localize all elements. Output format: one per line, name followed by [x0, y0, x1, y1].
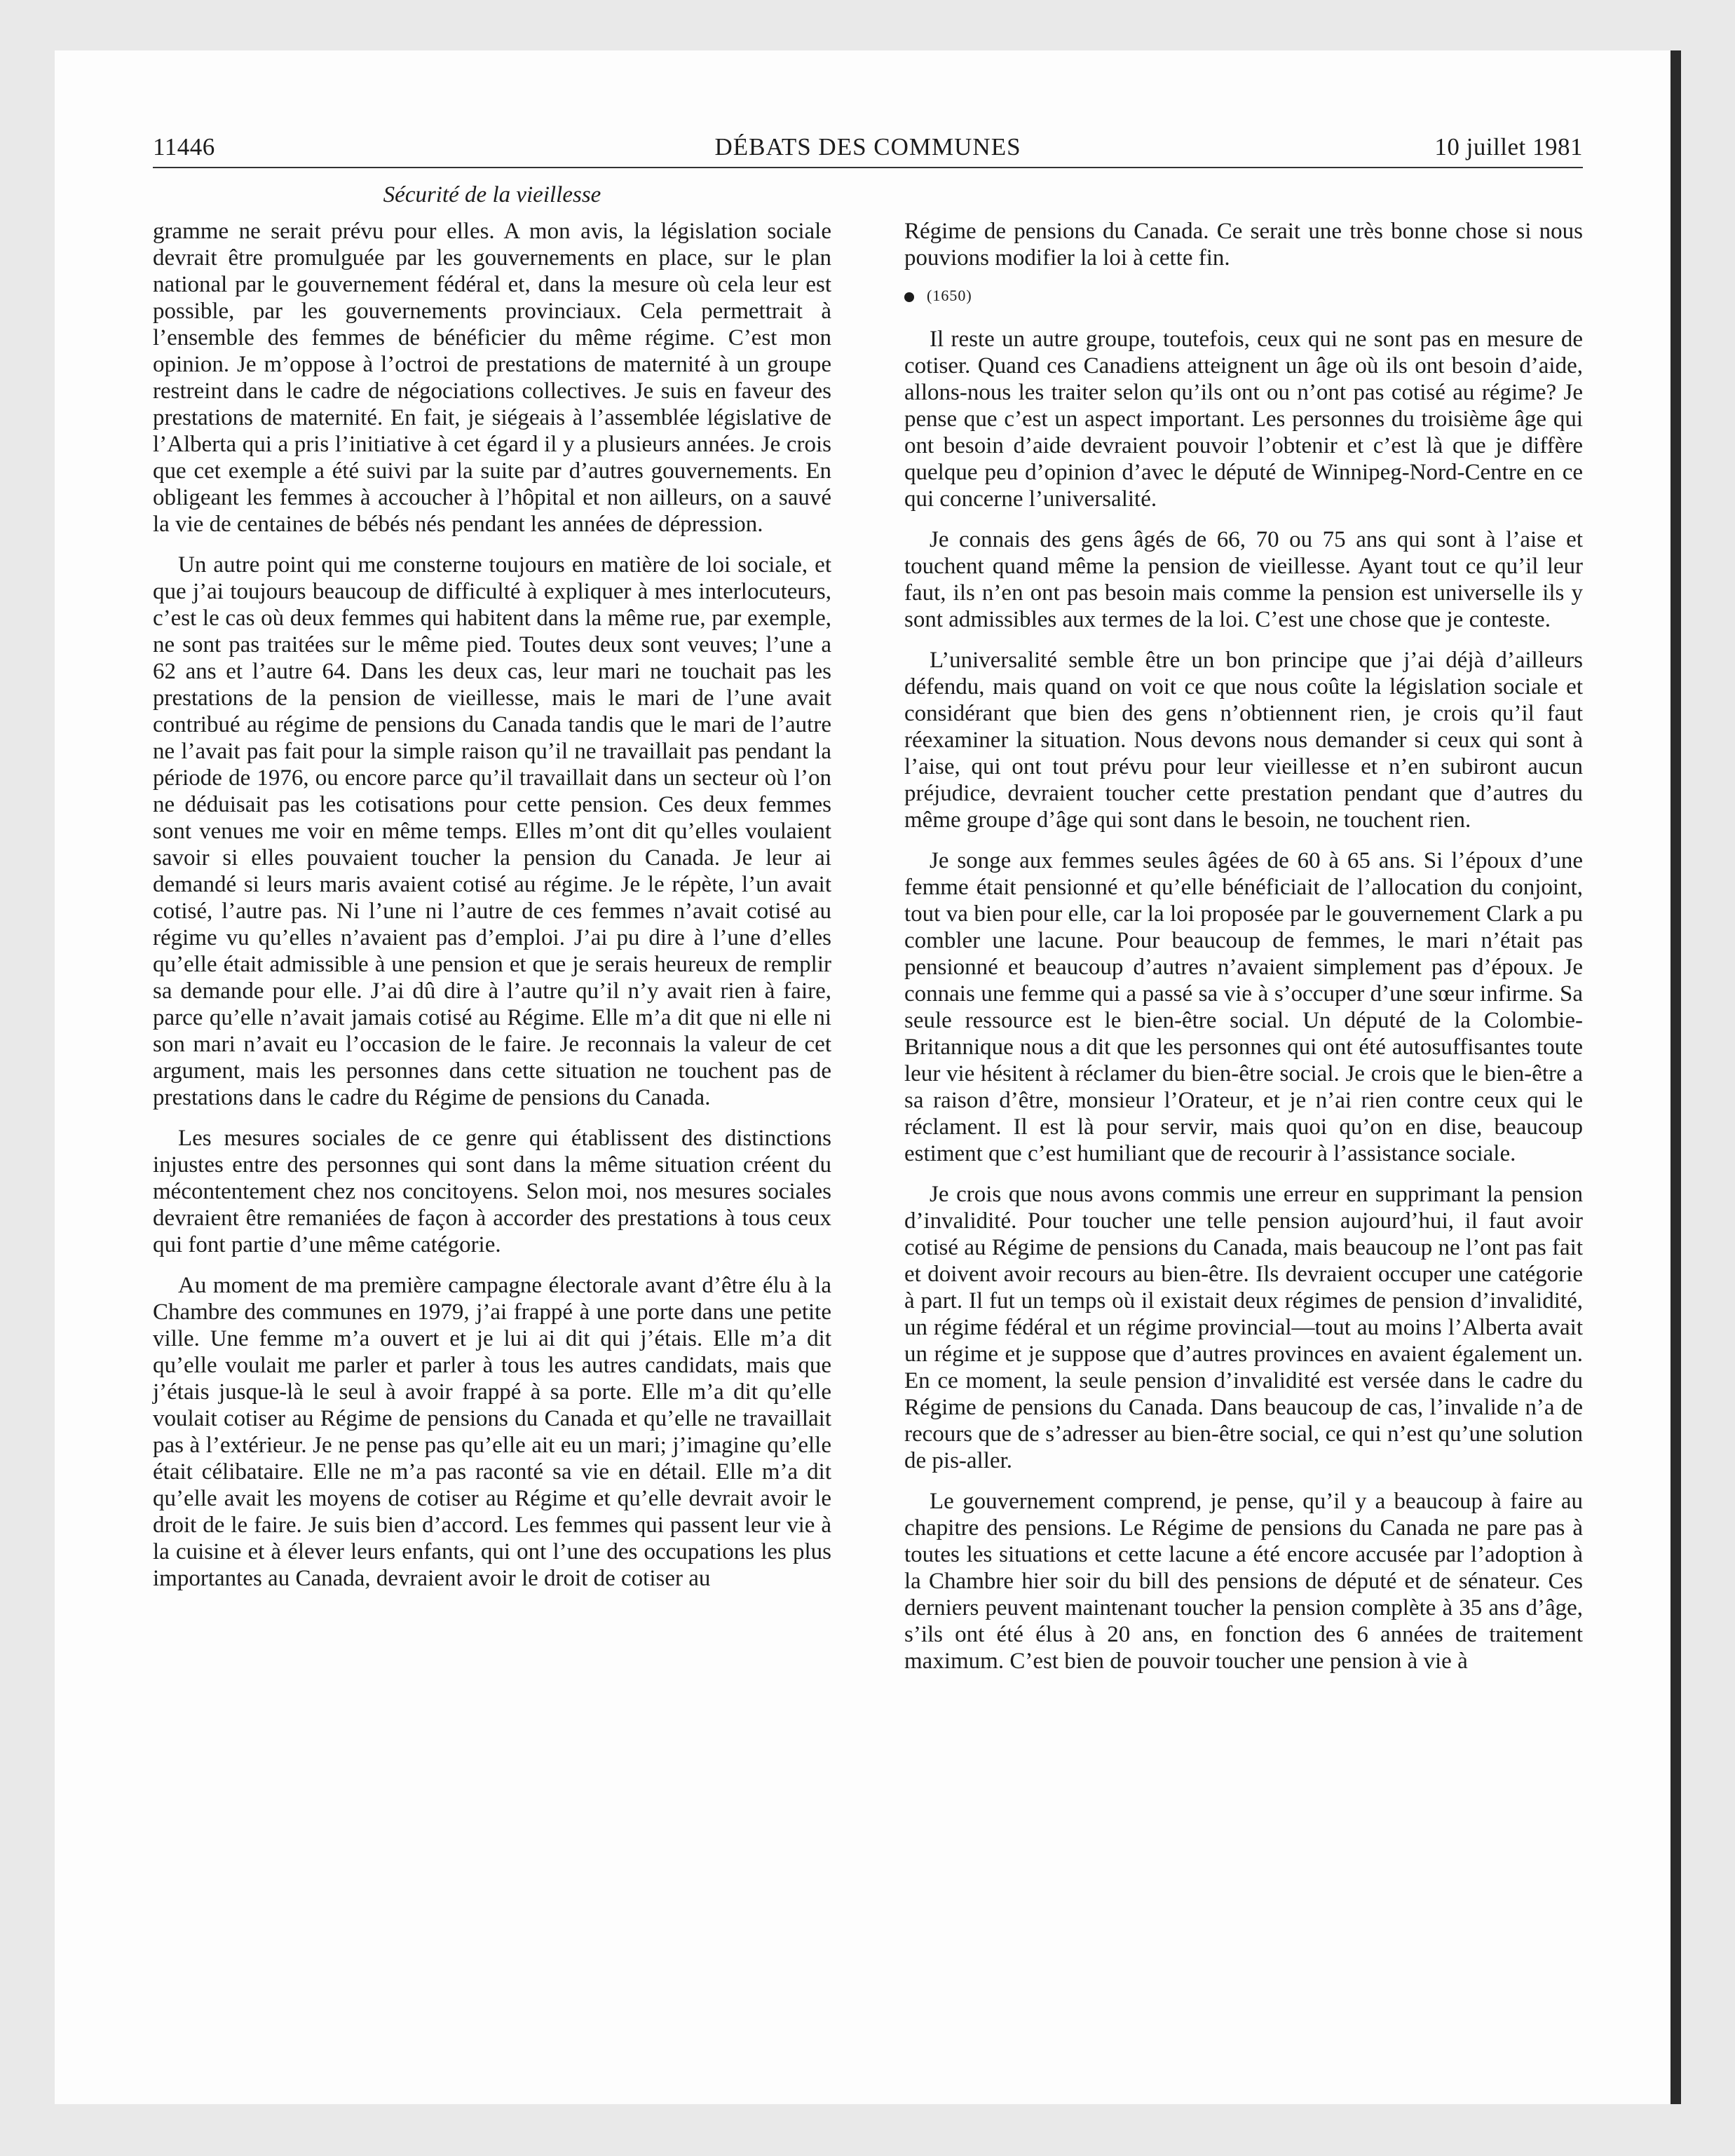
paragraph: L’universalité semble être un bon principe que j’ai déjà d’ailleurs défendu, mais quand on voit ce que nous coûte la législation sociale et considérant que bien des gens n’obtiennent rien, je crois qu’il faut réexaminer la situation. Nous devons nous demander si ceux qui sont à l’aise, qui ont tout prévu pour leur vieillesse et n’en subiront aucun préjudice, devraient toucher cette prestation pendant que d’autres du même groupe d’âge qui sont dans le besoin, ne touchent rien.: [904, 648, 1583, 833]
page-date: 10 juillet 1981: [1434, 133, 1583, 161]
paragraph: Je songe aux femmes seules âgées de 60 à 65 ans. Si l’époux d’une femme était pensionné et qu’elle bénéficiait de l’allocation du conjoint, tout va bien pour elle, car la loi proposée par le gouvernement Clark a pu combler une lacune. Pour beaucoup de femmes, le mari n’était pas pensionné et beaucoup d’autres n’avaient simplement pas d’époux. Je connais une femme qui a passé sa vie à s’occuper d’une sœur infirme. Sa seule ressource est le bien-être social. Un député de la Colombie-Britannique nous a dit que les personnes qui ont été autosuffisantes toute leur vie hésitent à réclamer du bien-être social. Je crois que le bien-être a sa raison d’être, monsieur l’Orateur, et je n’ai rien contre ceux qui le réclament. Il est là pour servir, mais quoi qu’on en dise, beaucoup estiment que c’est humiliant que de recourir à l’assistance sociale.: [904, 848, 1583, 1166]
paragraph: gramme ne serait prévu pour elles. A mon avis, la législation sociale devrait être promulguée par les gouvernements en place, sur le plan national par le gouvernement fédéral et, dans la mesure où cela leur est possible, par les gouvernements provinciaux. Cela permettrait à l’ensemble des femmes de bénéficier du même régime. C’est mon opinion. Je m’oppose à l’octroi de prestations de maternité à un groupe restreint dans le cadre de négociations collectives. Je suis en faveur des prestations de maternité. En fait, je siégeais à l’assemblée législative de l’Alberta qui a pris l’initiative à cet égard il y a plusieurs années. Je crois que cet exemple a été suivi par la suite par d’autres gouvernements. En obligeant les femmes à accoucher à l’hôpital et non ailleurs, on a sauvé la vie de centaines de bébés nés pendant les années de dépression.: [153, 219, 831, 537]
paragraph: Au moment de ma première campagne électorale avant d’être élu à la Chambre des communes en 1979, j’ai frappé à une porte dans une petite ville. Une femme m’a ouvert et je lui ai dit qui j’étais. Elle m’a dit qu’elle voulait me parler et parler à tous les autres candidats, mais que j’étais jusque-là le seul à avoir frappé à sa porte. Elle m’a dit qu’elle voulait cotiser au Régime de pensions du Canada et qu’elle ne travaillait pas à l’extérieur. Je ne pense pas qu’elle ait eu un mari; j’imagine qu’elle était célibataire. Elle ne m’a pas raconté sa vie en détail. Elle m’a dit qu’elle avait les moyens de cotiser au Régime et qu’elle devrait avoir le droit de le faire. Je suis bien d’accord. Les femmes qui passent leur vie à la cuisine et à élever leurs enfants, qui ont l’une des occupations les plus importantes au Canada, devraient avoir le droit de cotiser au: [153, 1273, 831, 1591]
time-marker: [904, 285, 1583, 306]
publication-title: DÉBATS DES COMMUNES: [714, 133, 1021, 161]
paragraph: Un autre point qui me consterne toujours en matière de loi sociale, et que j’ai toujours beaucoup de difficulté à expliquer à mes interlocuteurs, c’est le cas où deux femmes qui habitent dans la même rue, par exemple, ne sont pas traitées sur le même pied. Toutes deux sont veuves; l’une a 62 ans et l’autre 64. Dans les deux cas, leur mari ne touchait pas les prestations de la pension de vieillesse, mais le mari de l’une avait contribué au régime de pensions du Canada tandis que le mari de l’autre ne l’avait pas fait pour la simple raison qu’il ne travaillait pas pendant la période de 1976, ou encore parce qu’il travaillait dans un secteur où l’on ne déduisait pas les cotisations pour cette pension. Ces deux femmes sont venues me voir en même temps. Elles m’ont dit qu’elles voulaient savoir si elles pouvaient toucher la pension du Canada. Je leur ai demandé si leurs maris avaient cotisé au régime. Je le répète, l’un avait cotisé, l’autre pas. Ni l’une ni l’autre de ces femmes n’avait cotisé au régime vu qu’elles n’avaient pas d’emploi. J’ai pu dire à l’une d’elles qu’elle était admissible à une pension et que je serais heureux de remplir sa demande pour elle. J’ai dû dire à l’autre qu’il n’y avait rien à faire, parce qu’elle n’avait jamais cotisé au Régime. Elle m’a dit que ni elle ni son mari n’avait eu l’occasion de le faire. Je reconnais la valeur de cet argument, mais les personnes dans cette situation ne touchent pas de prestations dans le cadre du Régime de pensions du Canada.: [153, 552, 831, 1110]
page-header: [153, 132, 1583, 163]
paragraph: Régime de pensions du Canada. Ce serait une très bonne chose si nous pouvions modifier la loi à cette fin.: [904, 219, 1583, 271]
time-marker-text: (1650): [927, 287, 972, 304]
paragraph: Je crois que nous avons commis une erreur en supprimant la pension d’invalidité. Pour toucher une telle pension aujourd’hui, il faut avoir cotisé au Régime de pensions du Canada, mais beaucoup ne l’ont pas fait et doivent avoir recours au bien-être. Ils devraient occuper une catégorie à part. Il fut un temps où il existait deux régimes de pension d’invalidité, un régime fédéral et un régime provincial—tout au moins l’Alberta avait un régime et je suppose que d’autres provinces en avaient également un. En ce moment, la seule pension d’invalidité est versée dans le cadre du Régime de pensions du Canada. Dans beaucoup de cas, l’invalide n’a de recours que de s’adresser au bien-être social, ce qui n’est qu’une solution de pis-aller.: [904, 1182, 1583, 1473]
paragraph: Les mesures sociales de ce genre qui établissent des distinctions injustes entre des personnes qui sont dans la même situation créent du mécontentement chez nos concitoyens. Selon moi, nos mesures sociales devraient être remaniées de façon à accorder des prestations à tous ceux qui font partie d’une même catégorie.: [153, 1126, 831, 1257]
paragraph: Il reste un autre groupe, toutefois, ceux qui ne sont pas en mesure de cotiser. Quand ces Canadiens atteignent un âge où ils ont besoin d’aide, allons-nous les traiter selon qu’ils ont ou n’ont pas cotisé au régime? Je pense que c’est un aspect important. Les personnes du troisième âge qui ont besoin d’aide devraient pouvoir l’obtenir et c’est là que je diffère quelque peu d’opinion d’avec le député de Winnipeg-Nord-Centre en ce qui concerne l’universalité.: [904, 327, 1583, 512]
scan-edge-bar: [1671, 50, 1681, 2104]
left-column: [153, 218, 831, 1592]
header-rule: [153, 167, 1583, 168]
page-number: 11446: [153, 133, 215, 161]
section-title: Sécurité de la vieillesse: [383, 182, 601, 207]
right-column: [904, 218, 1583, 1674]
paragraph: Je connais des gens âgés de 66, 70 ou 75 ans qui sont à l’aise et touchent quand même la pension de vieillesse. Ayant tout ce qu’il leur faut, ils n’en ont pas besoin mais comme la pension est universelle ils y sont admissibles aux termes de la loi. C’est une chose que je conteste.: [904, 527, 1583, 632]
bullet-icon: [904, 292, 914, 302]
paragraph: Le gouvernement comprend, je pense, qu’il y a beaucoup à faire au chapitre des pensions. Le Régime de pensions du Canada ne pare pas à toutes les situations et cette lacune a été encore accusée par l’adoption à la Chambre hier soir du bill des pensions de député et de sénateur. Ces derniers peuvent maintenant toucher la pension complète à 35 ans d’âge, s’ils ont été élus à 20 ans, en fonction des 6 années de traitement maximum. C’est bien de pouvoir toucher une pension à vie à: [904, 1489, 1583, 1674]
